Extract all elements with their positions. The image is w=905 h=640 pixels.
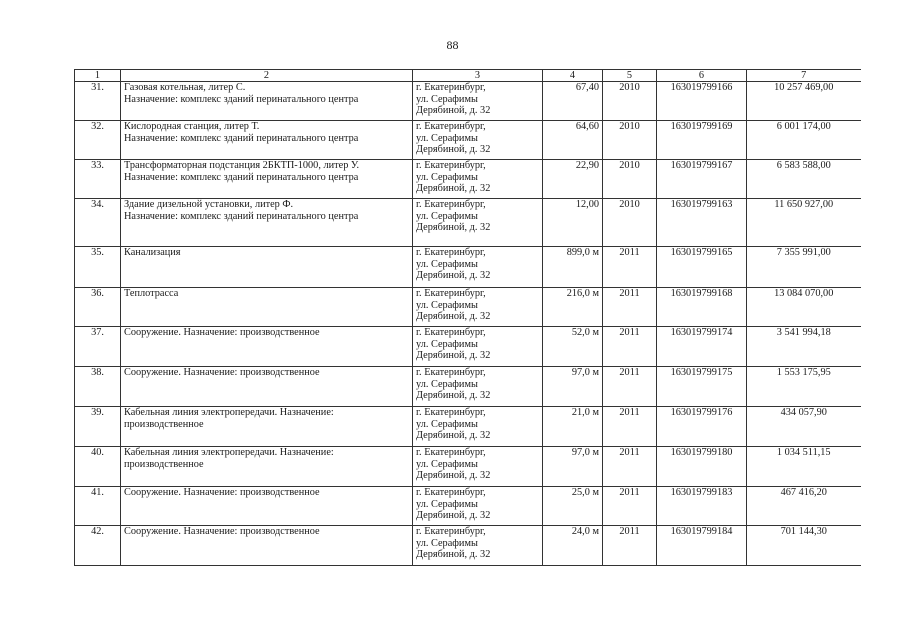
- row-number: 40.: [75, 447, 121, 487]
- book-value: 467 416,20: [747, 487, 861, 526]
- table-row: [75, 199, 861, 247]
- row-number: 37.: [75, 327, 121, 367]
- row-number: 36.: [75, 288, 121, 327]
- book-value: 7 355 991,00: [747, 247, 861, 288]
- column-header: 7: [747, 70, 861, 82]
- object-address: г. Екатеринбург, ул. Серафимы Дерябиной, д. 32: [413, 526, 543, 566]
- object-size: 97,0 м: [543, 447, 603, 487]
- commission-year: 2011: [603, 247, 657, 288]
- row-number: 32.: [75, 121, 121, 160]
- object-name: Кислородная станция, литер Т. Назначение: комплекс зданий перинатального центра: [121, 121, 413, 160]
- object-name: Сооружение. Назначение: производственное: [121, 487, 413, 526]
- table-row: [75, 447, 861, 487]
- commission-year: 2010: [603, 199, 657, 247]
- row-number: 35.: [75, 247, 121, 288]
- row-number: 39.: [75, 407, 121, 447]
- row-number: 41.: [75, 487, 121, 526]
- table-row: [75, 327, 861, 367]
- book-value: 434 057,90: [747, 407, 861, 447]
- object-size: 52,0 м: [543, 327, 603, 367]
- column-header: 5: [603, 70, 657, 82]
- book-value: 701 144,30: [747, 526, 861, 566]
- object-address: г. Екатеринбург, ул. Серафимы Дерябиной, д. 32: [413, 82, 543, 121]
- object-size: 97,0 м: [543, 367, 603, 407]
- property-registry-table: [74, 69, 861, 566]
- table-body: [75, 82, 861, 566]
- object-size: 12,00: [543, 199, 603, 247]
- table-row: [75, 121, 861, 160]
- object-name: Канализация: [121, 247, 413, 288]
- object-address: г. Екатеринбург, ул. Серафимы Дерябиной, д. 32: [413, 160, 543, 199]
- inventory-number: 163019799180: [657, 447, 747, 487]
- object-address: г. Екатеринбург, ул. Серафимы Дерябиной, д. 32: [413, 327, 543, 367]
- object-name: Кабельная линия электропередачи. Назначение: производственное: [121, 407, 413, 447]
- inventory-number: 163019799176: [657, 407, 747, 447]
- commission-year: 2011: [603, 447, 657, 487]
- inventory-number: 163019799167: [657, 160, 747, 199]
- row-number: 38.: [75, 367, 121, 407]
- book-value: 6 001 174,00: [747, 121, 861, 160]
- commission-year: 2011: [603, 288, 657, 327]
- inventory-number: 163019799175: [657, 367, 747, 407]
- row-number: 42.: [75, 526, 121, 566]
- object-address: г. Екатеринбург, ул. Серафимы Дерябиной, д. 32: [413, 288, 543, 327]
- object-name: Сооружение. Назначение: производственное: [121, 367, 413, 407]
- inventory-number: 163019799169: [657, 121, 747, 160]
- commission-year: 2011: [603, 526, 657, 566]
- commission-year: 2011: [603, 367, 657, 407]
- inventory-number: 163019799166: [657, 82, 747, 121]
- table-row: [75, 407, 861, 447]
- object-address: г. Екатеринбург, ул. Серафимы Дерябиной, д. 32: [413, 367, 543, 407]
- row-number: 33.: [75, 160, 121, 199]
- object-address: г. Екатеринбург, ул. Серафимы Дерябиной, д. 32: [413, 487, 543, 526]
- table-row: [75, 526, 861, 566]
- object-address: г. Екатеринбург, ул. Серафимы Дерябиной, д. 32: [413, 447, 543, 487]
- inventory-number: 163019799165: [657, 247, 747, 288]
- page-number: 88: [446, 38, 459, 52]
- object-size: 22,90: [543, 160, 603, 199]
- object-address: г. Екатеринбург, ул. Серафимы Дерябиной, д. 32: [413, 199, 543, 247]
- commission-year: 2011: [603, 487, 657, 526]
- column-header: 3: [413, 70, 543, 82]
- book-value: 1 553 175,95: [747, 367, 861, 407]
- inventory-number: 163019799163: [657, 199, 747, 247]
- commission-year: 2010: [603, 160, 657, 199]
- commission-year: 2010: [603, 82, 657, 121]
- object-name: Сооружение. Назначение: производственное: [121, 526, 413, 566]
- column-header: 1: [75, 70, 121, 82]
- object-name: Теплотрасса: [121, 288, 413, 327]
- column-header: 6: [657, 70, 747, 82]
- object-address: г. Екатеринбург, ул. Серафимы Дерябиной, д. 32: [413, 121, 543, 160]
- object-size: 25,0 м: [543, 487, 603, 526]
- inventory-number: 163019799183: [657, 487, 747, 526]
- column-header: 2: [121, 70, 413, 82]
- object-name: Сооружение. Назначение: производственное: [121, 327, 413, 367]
- object-size: 899,0 м: [543, 247, 603, 288]
- object-size: 21,0 м: [543, 407, 603, 447]
- object-address: г. Екатеринбург, ул. Серафимы Дерябиной, д. 32: [413, 407, 543, 447]
- book-value: 3 541 994,18: [747, 327, 861, 367]
- table-row: [75, 82, 861, 121]
- book-value: 13 084 070,00: [747, 288, 861, 327]
- row-number: 31.: [75, 82, 121, 121]
- table-row: [75, 288, 861, 327]
- object-size: 67,40: [543, 82, 603, 121]
- object-size: 216,0 м: [543, 288, 603, 327]
- table-row: [75, 160, 861, 199]
- table-row: [75, 367, 861, 407]
- book-value: 1 034 511,15: [747, 447, 861, 487]
- object-size: 24,0 м: [543, 526, 603, 566]
- book-value: 10 257 469,00: [747, 82, 861, 121]
- inventory-number: 163019799174: [657, 327, 747, 367]
- object-name: Трансформаторная подстанция 2БКТП-1000, литер У. Назначение: комплекс зданий перинатального центра: [121, 160, 413, 199]
- book-value: 6 583 588,00: [747, 160, 861, 199]
- table-row: [75, 487, 861, 526]
- object-name: Кабельная линия электропередачи. Назначение: производственное: [121, 447, 413, 487]
- object-size: 64,60: [543, 121, 603, 160]
- inventory-number: 163019799168: [657, 288, 747, 327]
- book-value: 11 650 927,00: [747, 199, 861, 247]
- table-row: [75, 247, 861, 288]
- object-name: Газовая котельная, литер С. Назначение: комплекс зданий перинатального центра: [121, 82, 413, 121]
- inventory-number: 163019799184: [657, 526, 747, 566]
- commission-year: 2011: [603, 327, 657, 367]
- commission-year: 2010: [603, 121, 657, 160]
- object-name: Здание дизельной установки, литер Ф. Назначение: комплекс зданий перинатального центра: [121, 199, 413, 247]
- row-number: 34.: [75, 199, 121, 247]
- column-header: 4: [543, 70, 603, 82]
- header-row: [75, 70, 861, 82]
- commission-year: 2011: [603, 407, 657, 447]
- object-address: г. Екатеринбург, ул. Серафимы Дерябиной, д. 32: [413, 247, 543, 288]
